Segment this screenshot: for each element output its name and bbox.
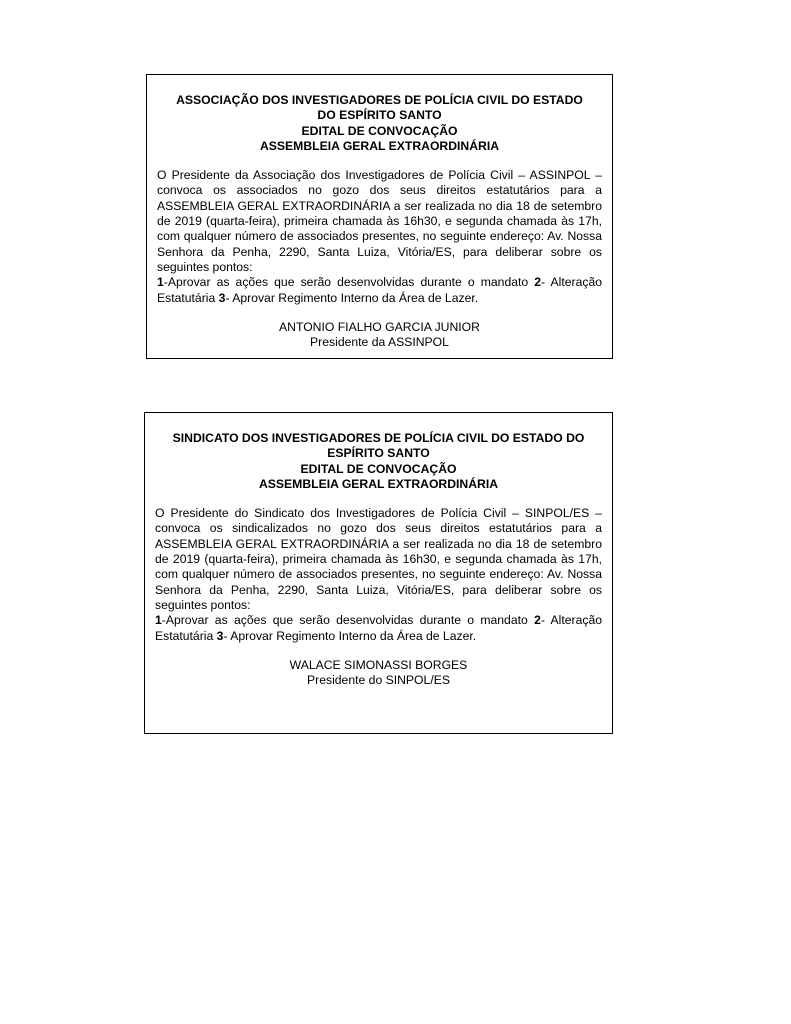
agenda-point-number: 3 — [216, 628, 224, 643]
edict-title: EDITAL DE CONVOCAÇÃO — [300, 461, 457, 476]
assembly-title: ASSEMBLEIA GERAL EXTRAORDINÁRIA — [258, 476, 499, 491]
notice-sinpol — [144, 412, 613, 734]
notice-heading — [157, 93, 602, 154]
signatory-title: Presidente do SINPOL/ES — [307, 673, 450, 688]
signatory-name: WALACE SIMONASSI BORGES — [289, 657, 468, 672]
organization-name-line-2: DO ESPÍRITO SANTO — [317, 108, 442, 123]
agenda-point-number: 2 — [534, 275, 542, 290]
agenda-point-number: 2 — [534, 613, 541, 628]
agenda-point-text: - Aprovar Regimento Interno da Área de Lazer. — [225, 290, 479, 305]
agenda-point-text: - Alteração Estatutária — [155, 613, 602, 643]
notice-heading — [155, 431, 602, 492]
agenda-points — [157, 275, 602, 306]
signature-block — [157, 320, 602, 351]
assembly-title: ASSEMBLEIA GERAL EXTRAORDINÁRIA — [259, 138, 500, 153]
signatory-name: ANTONIO FIALHO GARCIA JUNIOR — [279, 319, 480, 334]
notice-assinpol — [146, 74, 613, 359]
agenda-points — [155, 613, 602, 644]
signature-block — [155, 658, 602, 689]
notice-body: O Presidente da Associação dos Investigadores de Polícia Civil – ASSINPOL – convoca os associados no gozo dos seus direitos estatutários para a ASSEMBLEIA GERAL EXTRAORDINÁRIA a ser realizada no dia 18 de setembro de 2019 (quarta-feira), primeira chamada às 16h30, e segunda chamada às 17h, com qualquer número de associados presentes, no seguinte endereço: Av. Nossa Senhora da Penha, 2290, Santa Luiza, Vitória/ES, para deliberar sobre os seguintes pontos: — [157, 168, 602, 274]
edict-title: EDITAL DE CONVOCAÇÃO — [301, 123, 458, 138]
agenda-point-text: -Aprovar as ações que serão desenvolvidas durante o mandato — [163, 275, 535, 290]
signatory-title: Presidente da ASSINPOL — [310, 335, 449, 350]
agenda-point-number: 1 — [157, 275, 164, 290]
organization-name-line-2: ESPÍRITO SANTO — [327, 446, 430, 461]
agenda-point-text: - Alteração Estatutária — [157, 275, 603, 305]
agenda-point-text: -Aprovar as ações que serão desenvolvidas durante o mandato — [161, 613, 535, 628]
organization-name-line-1: SINDICATO DOS INVESTIGADORES DE POLÍCIA CIVIL DO ESTADO DO — [172, 431, 585, 445]
agenda-point-number: 1 — [155, 613, 162, 628]
agenda-point-text: - Aprovar Regimento Interno da Área de Lazer. — [223, 628, 477, 643]
notice-body: O Presidente do Sindicato dos Investigadores de Polícia Civil – SINPOL/ES – convoca os sindicalizados no gozo dos seus direitos estatutários para a ASSEMBLEIA GERAL EXTRAORDINÁRIA a ser realizada no dia 18 de setembro de 2019 (quarta-feira), primeira chamada às 16h30, e segunda chamada às 17h, com qualquer número de associados presentes, no seguinte endereço: Av. Nossa Senhora da Penha, 2290, Santa Luiza, Vitória/ES, para deliberar sobre os seguintes pontos: — [155, 506, 602, 612]
organization-name-line-1: ASSOCIAÇÃO DOS INVESTIGADORES DE POLÍCIA CIVIL DO ESTADO — [176, 93, 583, 107]
agenda-point-number: 3 — [218, 290, 226, 305]
